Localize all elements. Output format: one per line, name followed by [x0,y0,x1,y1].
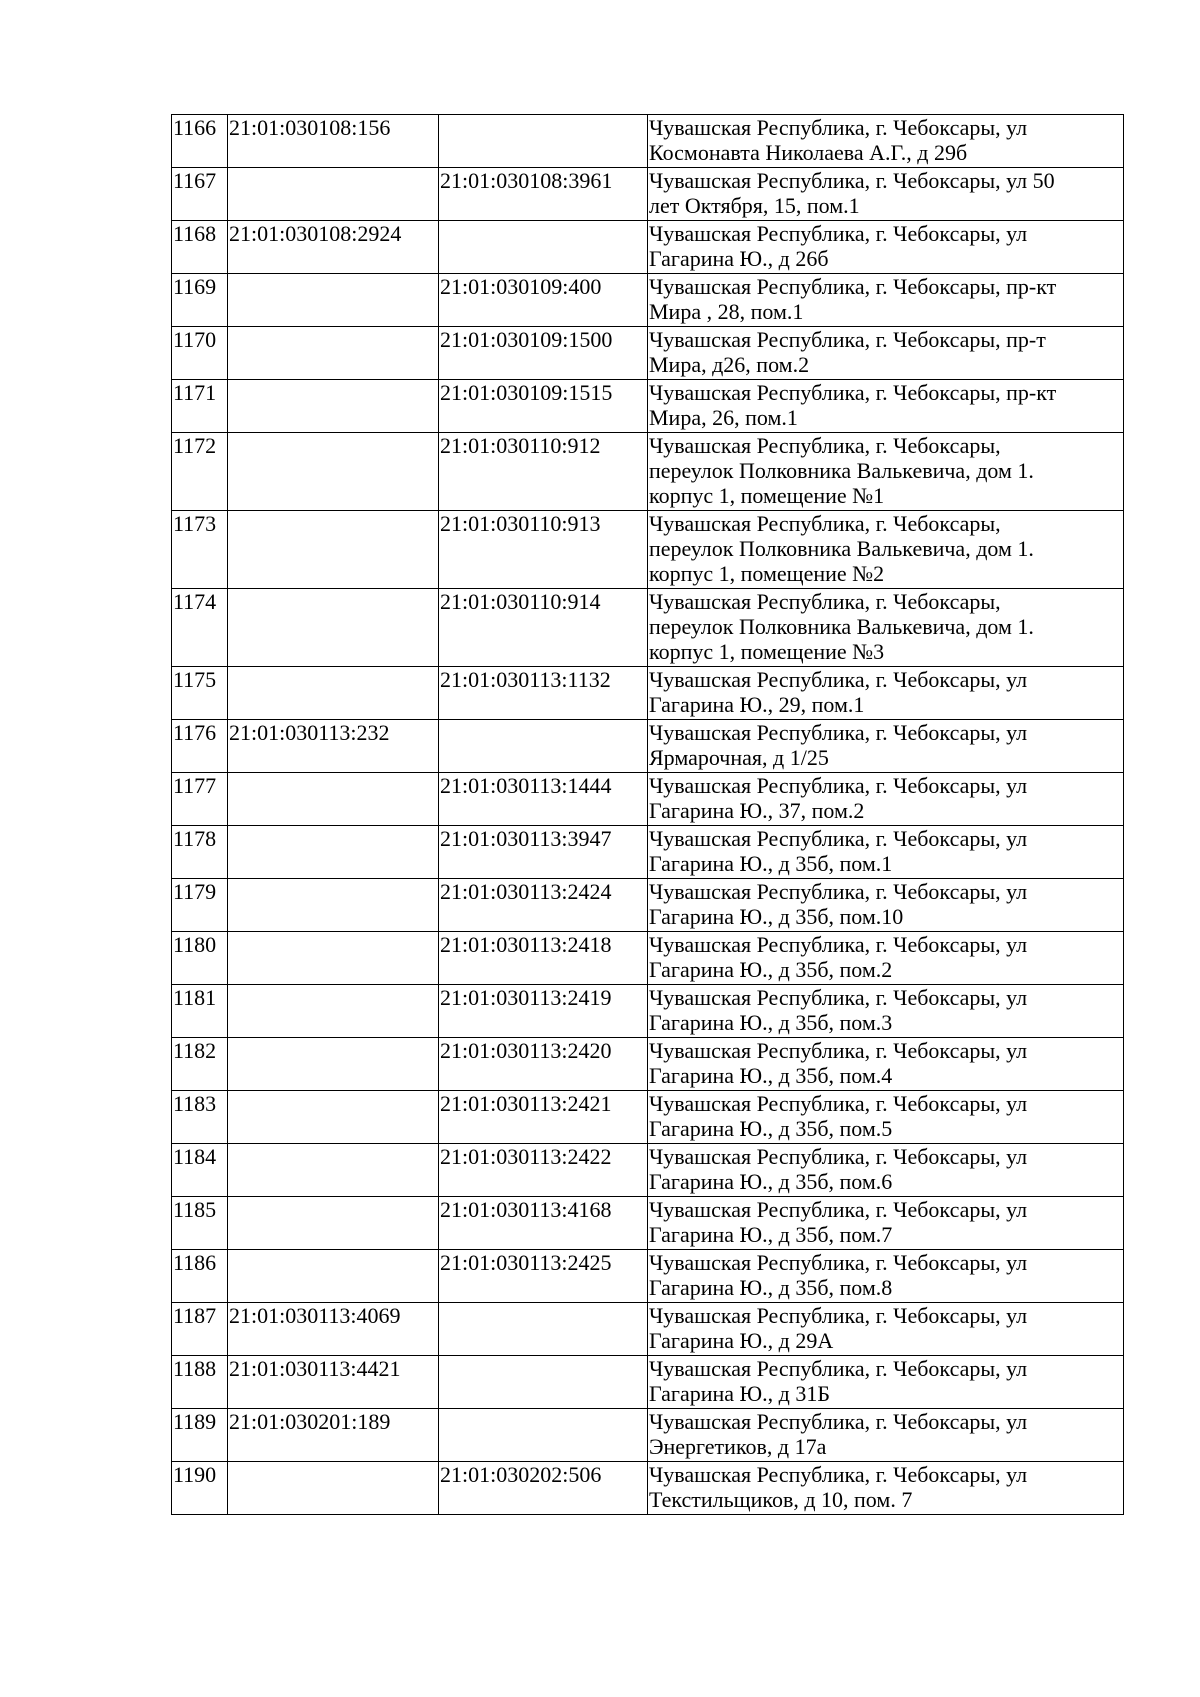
land-cadastral-number-cell [228,932,439,985]
address-cell [648,274,1124,327]
building-cadastral-number-cell: 21:01:030109:400 [439,274,648,327]
row-number-cell: 1167 [172,168,228,221]
row-number-cell: 1186 [172,1250,228,1303]
address-line: переулок Полковника Валькевича, дом 1. [649,458,1034,483]
land-cadastral-number-cell [228,1250,439,1303]
address-line: переулок Полковника Валькевича, дом 1. [649,536,1034,561]
address-line: Чувашская Республика, г. Чебоксары, [649,511,1001,536]
table-row [172,511,1124,589]
building-cadastral-number-cell: 21:01:030113:4168 [439,1197,648,1250]
address-line: Чувашская Республика, г. Чебоксары, ул 50 [649,168,1055,193]
table-row [172,1356,1124,1409]
table-row [172,1038,1124,1091]
address-line: Гагарина Ю., д 35б, пом.10 [649,904,904,929]
table-row [172,1091,1124,1144]
row-number-cell: 1170 [172,327,228,380]
address-line: корпус 1, помещение №2 [649,561,885,586]
building-cadastral-number-cell: 21:01:030113:1132 [439,667,648,720]
land-cadastral-number-cell [228,511,439,589]
address-cell [648,720,1124,773]
address-cell [648,1197,1124,1250]
table-row [172,221,1124,274]
address-line: Гагарина Ю., д 35б, пом.3 [649,1010,893,1035]
land-cadastral-number-cell: 21:01:030113:232 [228,720,439,773]
address-cell [648,1250,1124,1303]
address-cell [648,511,1124,589]
land-cadastral-number-cell [228,380,439,433]
address-line: Гагарина Ю., д 26б [649,246,829,271]
table-row [172,1197,1124,1250]
land-cadastral-number-cell: 21:01:030108:156 [228,115,439,168]
row-number-cell: 1176 [172,720,228,773]
land-cadastral-number-cell [228,589,439,667]
row-number-cell: 1189 [172,1409,228,1462]
row-number-cell: 1168 [172,221,228,274]
table-row [172,667,1124,720]
land-cadastral-number-cell [228,274,439,327]
row-number-cell: 1185 [172,1197,228,1250]
building-cadastral-number-cell [439,115,648,168]
row-number-cell: 1171 [172,380,228,433]
table-row [172,1409,1124,1462]
property-registry-table [171,114,1124,1515]
address-line: Гагарина Ю., д 29А [649,1328,834,1353]
row-number-cell: 1181 [172,985,228,1038]
address-cell [648,380,1124,433]
address-line: Мира , 28, пом.1 [649,299,804,324]
address-line: Мира, 26, пом.1 [649,405,798,430]
row-number-cell: 1188 [172,1356,228,1409]
land-cadastral-number-cell [228,826,439,879]
row-number-cell: 1174 [172,589,228,667]
building-cadastral-number-cell: 21:01:030110:912 [439,433,648,511]
address-cell [648,1409,1124,1462]
address-cell [648,1038,1124,1091]
address-cell [648,1303,1124,1356]
address-line: Чувашская Республика, г. Чебоксары, ул [649,221,1028,246]
building-cadastral-number-cell: 21:01:030113:2422 [439,1144,648,1197]
land-cadastral-number-cell [228,168,439,221]
address-line: Гагарина Ю., д 35б, пом.5 [649,1116,893,1141]
address-line: Гагарина Ю., д 35б, пом.1 [649,851,893,876]
building-cadastral-number-cell [439,1356,648,1409]
address-line: Энергетиков, д 17а [649,1434,827,1459]
row-number-cell: 1183 [172,1091,228,1144]
address-line: Чувашская Республика, г. Чебоксары, ул [649,985,1028,1010]
land-cadastral-number-cell [228,327,439,380]
address-cell [648,168,1124,221]
table-row [172,115,1124,168]
address-line: Чувашская Республика, г. Чебоксары, ул [649,1356,1028,1381]
address-cell [648,826,1124,879]
address-line: Чувашская Республика, г. Чебоксары, ул [649,1462,1028,1487]
row-number-cell: 1182 [172,1038,228,1091]
address-line: Чувашская Республика, г. Чебоксары, [649,589,1001,614]
building-cadastral-number-cell: 21:01:030109:1515 [439,380,648,433]
address-line: Чувашская Республика, г. Чебоксары, пр-кт [649,380,1057,405]
table-row [172,773,1124,826]
row-number-cell: 1179 [172,879,228,932]
address-line: Мира, д26, пом.2 [649,352,810,377]
building-cadastral-number-cell: 21:01:030202:506 [439,1462,648,1515]
address-line: Гагарина Ю., д 35б, пом.7 [649,1222,893,1247]
table-row [172,1303,1124,1356]
address-line: Чувашская Республика, г. Чебоксары, [649,433,1001,458]
building-cadastral-number-cell: 21:01:030113:3947 [439,826,648,879]
land-cadastral-number-cell [228,1197,439,1250]
address-line: Чувашская Республика, г. Чебоксары, ул [649,720,1028,745]
building-cadastral-number-cell: 21:01:030113:1444 [439,773,648,826]
row-number-cell: 1175 [172,667,228,720]
row-number-cell: 1178 [172,826,228,879]
address-cell [648,589,1124,667]
table-row [172,1144,1124,1197]
address-line: корпус 1, помещение №3 [649,639,885,664]
address-cell [648,433,1124,511]
land-cadastral-number-cell [228,1091,439,1144]
row-number-cell: 1190 [172,1462,228,1515]
table-row [172,879,1124,932]
land-cadastral-number-cell [228,667,439,720]
address-line: переулок Полковника Валькевича, дом 1. [649,614,1034,639]
address-line: Космонавта Николаева А.Г., д 29б [649,140,968,165]
address-line: Чувашская Республика, г. Чебоксары, ул [649,773,1028,798]
address-line: Чувашская Республика, г. Чебоксары, ул [649,1091,1028,1116]
table-row [172,720,1124,773]
address-cell [648,1356,1124,1409]
table-row [172,1250,1124,1303]
address-line: Чувашская Республика, г. Чебоксары, ул [649,826,1028,851]
address-line: лет Октября, 15, пом.1 [649,193,860,218]
address-cell [648,667,1124,720]
land-cadastral-number-cell [228,433,439,511]
address-cell [648,115,1124,168]
address-cell [648,1144,1124,1197]
building-cadastral-number-cell [439,720,648,773]
building-cadastral-number-cell: 21:01:030110:913 [439,511,648,589]
row-number-cell: 1169 [172,274,228,327]
building-cadastral-number-cell: 21:01:030113:2421 [439,1091,648,1144]
registry-table-body [172,115,1124,1515]
row-number-cell: 1180 [172,932,228,985]
table-row [172,932,1124,985]
address-line: Гагарина Ю., д 35б, пом.2 [649,957,893,982]
address-line: Чувашская Республика, г. Чебоксары, пр-кт [649,274,1057,299]
table-row [172,985,1124,1038]
building-cadastral-number-cell [439,221,648,274]
address-cell [648,932,1124,985]
land-cadastral-number-cell: 21:01:030108:2924 [228,221,439,274]
address-line: Чувашская Республика, г. Чебоксары, ул [649,1197,1028,1222]
land-cadastral-number-cell [228,773,439,826]
building-cadastral-number-cell: 21:01:030113:2418 [439,932,648,985]
row-number-cell: 1187 [172,1303,228,1356]
address-line: Чувашская Республика, г. Чебоксары, ул [649,879,1028,904]
address-cell [648,985,1124,1038]
land-cadastral-number-cell: 21:01:030201:189 [228,1409,439,1462]
address-cell [648,1091,1124,1144]
table-row [172,274,1124,327]
building-cadastral-number-cell [439,1409,648,1462]
address-cell [648,221,1124,274]
address-cell [648,879,1124,932]
address-cell [648,1462,1124,1515]
building-cadastral-number-cell: 21:01:030109:1500 [439,327,648,380]
building-cadastral-number-cell [439,1303,648,1356]
row-number-cell: 1166 [172,115,228,168]
address-line: Текстильщиков, д 10, пом. 7 [649,1487,913,1512]
address-line: Чувашская Республика, г. Чебоксары, пр-т [649,327,1046,352]
table-row [172,433,1124,511]
address-line: Чувашская Республика, г. Чебоксары, ул [649,932,1028,957]
address-cell [648,327,1124,380]
land-cadastral-number-cell [228,985,439,1038]
land-cadastral-number-cell: 21:01:030113:4069 [228,1303,439,1356]
table-row [172,826,1124,879]
building-cadastral-number-cell: 21:01:030113:2425 [439,1250,648,1303]
row-number-cell: 1173 [172,511,228,589]
building-cadastral-number-cell: 21:01:030113:2424 [439,879,648,932]
row-number-cell: 1184 [172,1144,228,1197]
row-number-cell: 1177 [172,773,228,826]
address-line: Гагарина Ю., д 31Б [649,1381,830,1406]
land-cadastral-number-cell: 21:01:030113:4421 [228,1356,439,1409]
table-row [172,589,1124,667]
address-line: Чувашская Республика, г. Чебоксары, ул [649,1250,1028,1275]
address-line: Гагарина Ю., д 35б, пом.6 [649,1169,893,1194]
address-line: Ярмарочная, д 1/25 [649,745,829,770]
address-line: корпус 1, помещение №1 [649,483,885,508]
table-row [172,1462,1124,1515]
building-cadastral-number-cell: 21:01:030113:2420 [439,1038,648,1091]
building-cadastral-number-cell: 21:01:030113:2419 [439,985,648,1038]
land-cadastral-number-cell [228,1038,439,1091]
address-line: Гагарина Ю., д 35б, пом.4 [649,1063,893,1088]
address-line: Гагарина Ю., 37, пом.2 [649,798,865,823]
address-line: Чувашская Республика, г. Чебоксары, ул [649,115,1028,140]
table-row [172,168,1124,221]
land-cadastral-number-cell [228,1462,439,1515]
address-line: Чувашская Республика, г. Чебоксары, ул [649,1409,1028,1434]
address-line: Гагарина Ю., 29, пом.1 [649,692,865,717]
address-cell [648,773,1124,826]
address-line: Чувашская Республика, г. Чебоксары, ул [649,1038,1028,1063]
row-number-cell: 1172 [172,433,228,511]
land-cadastral-number-cell [228,879,439,932]
building-cadastral-number-cell: 21:01:030110:914 [439,589,648,667]
table-row [172,380,1124,433]
address-line: Чувашская Республика, г. Чебоксары, ул [649,667,1028,692]
land-cadastral-number-cell [228,1144,439,1197]
table-row [172,327,1124,380]
address-line: Гагарина Ю., д 35б, пом.8 [649,1275,893,1300]
address-line: Чувашская Республика, г. Чебоксары, ул [649,1144,1028,1169]
address-line: Чувашская Республика, г. Чебоксары, ул [649,1303,1028,1328]
building-cadastral-number-cell: 21:01:030108:3961 [439,168,648,221]
